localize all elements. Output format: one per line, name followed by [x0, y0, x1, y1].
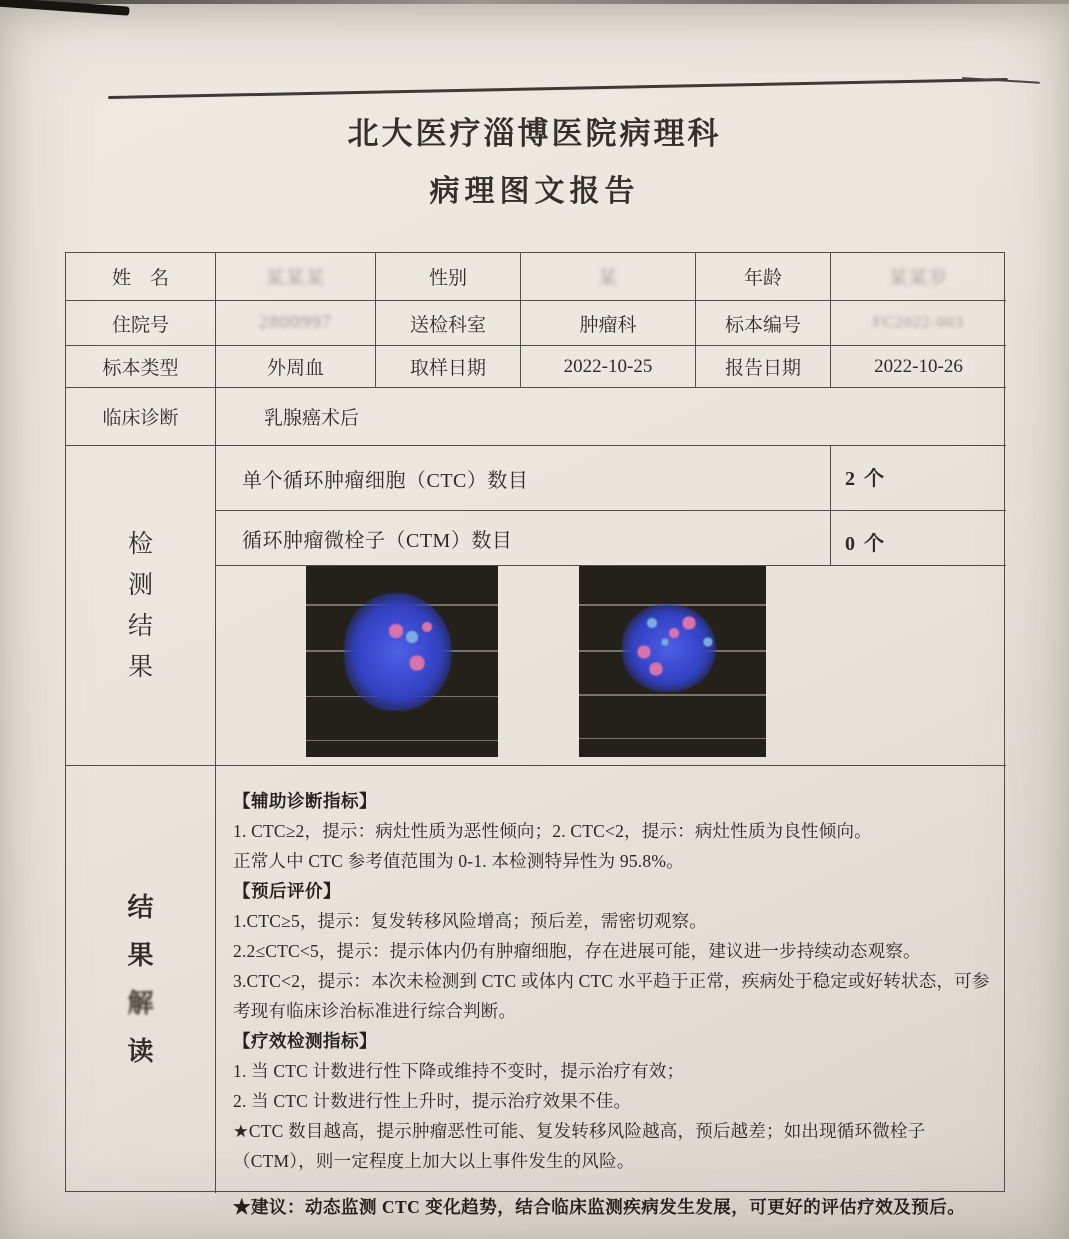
fluorescence-signal-dot [638, 645, 651, 658]
fluorescence-signal-dot [649, 663, 662, 676]
interpretation-line: 【疗效检测指标】 [233, 1031, 377, 1051]
hospital-no-label: 住院号 [66, 301, 216, 346]
ctm-count-value: 0 个 [831, 511, 1006, 566]
interpretation-line: 【预后评价】 [233, 881, 341, 901]
department-value: 肿瘤科 [521, 301, 696, 346]
report-date-value: 2022-10-26 [831, 346, 1006, 388]
interpretation-line: ★建议：动态监测 CTC 变化趋势，结合临床监测疾病发生发展，可更好的评估疗效及预后。 [233, 1197, 966, 1217]
interpretation-line: 正常人中 CTC 参考值范围为 0-1. 本检测特异性为 95.8%。 [233, 851, 684, 871]
ctc-count-value: 2 个 [831, 446, 1006, 511]
age-label: 年龄 [696, 253, 831, 301]
fluorescence-signal-dot [704, 638, 713, 647]
section-label-char: 结 [127, 892, 154, 922]
hospital-no-value [216, 301, 376, 346]
ctc-cell-micrograph-1 [306, 566, 498, 757]
section-label-char: 解 [127, 988, 154, 1018]
interpretation-section-label [66, 766, 216, 1193]
section-label-char: 检 [127, 530, 153, 558]
results-section-label [66, 446, 216, 766]
fluorescence-signal-dot [662, 639, 669, 646]
section-label-char: 果 [127, 653, 153, 681]
sampling-date-label: 取样日期 [376, 346, 521, 388]
interpretation-line: ★CTC 数目越高，提示肿瘤恶性可能、复发转移风险越高，预后越差；如出现循环微栓子（CTM），则一定程度上加大以上事件发生的风险。 [233, 1121, 926, 1171]
diagnosis-value: 乳腺癌术后 [216, 388, 1006, 446]
gender-label: 性别 [376, 253, 521, 301]
interpretation-line: 2.2≤CTC<5，提示：提示体内仍有肿瘤细胞，存在进展可能，建议进一步持续动态观察。 [233, 941, 921, 961]
fluorescence-signal-dot [669, 628, 679, 638]
interpretation-lines [233, 786, 990, 1222]
interpretation-line: 2. 当 CTC 计数进行性上升时，提示治疗效果不佳。 [233, 1091, 632, 1111]
header-rule-line [108, 78, 1008, 99]
hospital-title: 北大医疗淄博医院病理科 [347, 116, 722, 151]
gender-value [521, 253, 696, 301]
fluorescence-signal-dot [647, 618, 657, 628]
hospital-no-redacted-text: 2800997 [258, 312, 333, 333]
fluorescence-signal-dot [389, 624, 403, 638]
report-title: 病理图文报告 [429, 175, 640, 208]
specimen-no-value [831, 301, 1006, 346]
age-value [831, 253, 1006, 301]
tumor-cell-nucleus [344, 593, 452, 711]
specimen-type-label: 标本类型 [66, 346, 216, 388]
micrograph-scanline [579, 738, 766, 740]
report-table [65, 252, 1005, 1217]
specimen-no-label: 标本编号 [696, 301, 831, 346]
gender-redacted-text: 某 [597, 268, 618, 289]
name-value [216, 253, 376, 301]
ctm-count-label: 循环肿瘤微栓子（CTM）数目 [216, 511, 831, 566]
fluorescence-signal-dot [410, 656, 425, 671]
fluorescence-signal-dot [406, 631, 418, 643]
micrograph-scanline [306, 740, 498, 742]
fluorescence-signal-dot [422, 622, 432, 632]
section-label-char: 果 [127, 940, 154, 970]
diagnosis-label: 临床诊断 [66, 388, 216, 446]
ctc-cell-micrograph-2 [579, 566, 766, 757]
fluorescence-signal-dot [683, 617, 696, 630]
interpretation-line: 【辅助诊断指标】 [233, 791, 377, 811]
name-redacted-text: 某某某 [265, 268, 326, 289]
department-label: 送检科室 [376, 301, 521, 346]
micrograph-row [216, 566, 1006, 766]
interpretation-line: 1.CTC≥5，提示：复发转移风险增高；预后差，需密切观察。 [233, 911, 708, 931]
interpretation-cell [216, 766, 1006, 1217]
micrograph-scanline [579, 694, 766, 696]
interpretation-line: 1. CTC≥2，提示：病灶性质为恶性倾向；2. CTC<2，提示：病灶性质为良性倾向。 [233, 821, 872, 841]
tumor-cell-nucleus [622, 604, 716, 692]
interpretation-line: 3.CTC<2，提示：本次未检测到 CTC 或体内 CTC 水平趋于正常，疾病处于稳定或好转状态，可参考现有临床诊治标准进行综合判断。 [233, 971, 990, 1021]
name-label: 姓 名 [66, 253, 216, 301]
section-label-char: 测 [127, 571, 153, 599]
sampling-date-value: 2022-10-25 [521, 346, 696, 388]
photo-top-edge-shadow [0, 0, 1069, 4]
specimen-type-value: 外周血 [216, 346, 376, 388]
section-label-char: 结 [127, 612, 153, 640]
report-date-label: 报告日期 [696, 346, 831, 388]
age-redacted-text: 某某岁 [888, 268, 949, 289]
specimen-no-redacted-text: FC2022-003 [873, 314, 964, 331]
ctc-count-label: 单个循环肿瘤细胞（CTC）数目 [216, 446, 831, 511]
section-label-char: 读 [127, 1036, 154, 1066]
interpretation-line: 1. 当 CTC 计数进行性下降或维持不变时，提示治疗有效； [233, 1061, 685, 1081]
